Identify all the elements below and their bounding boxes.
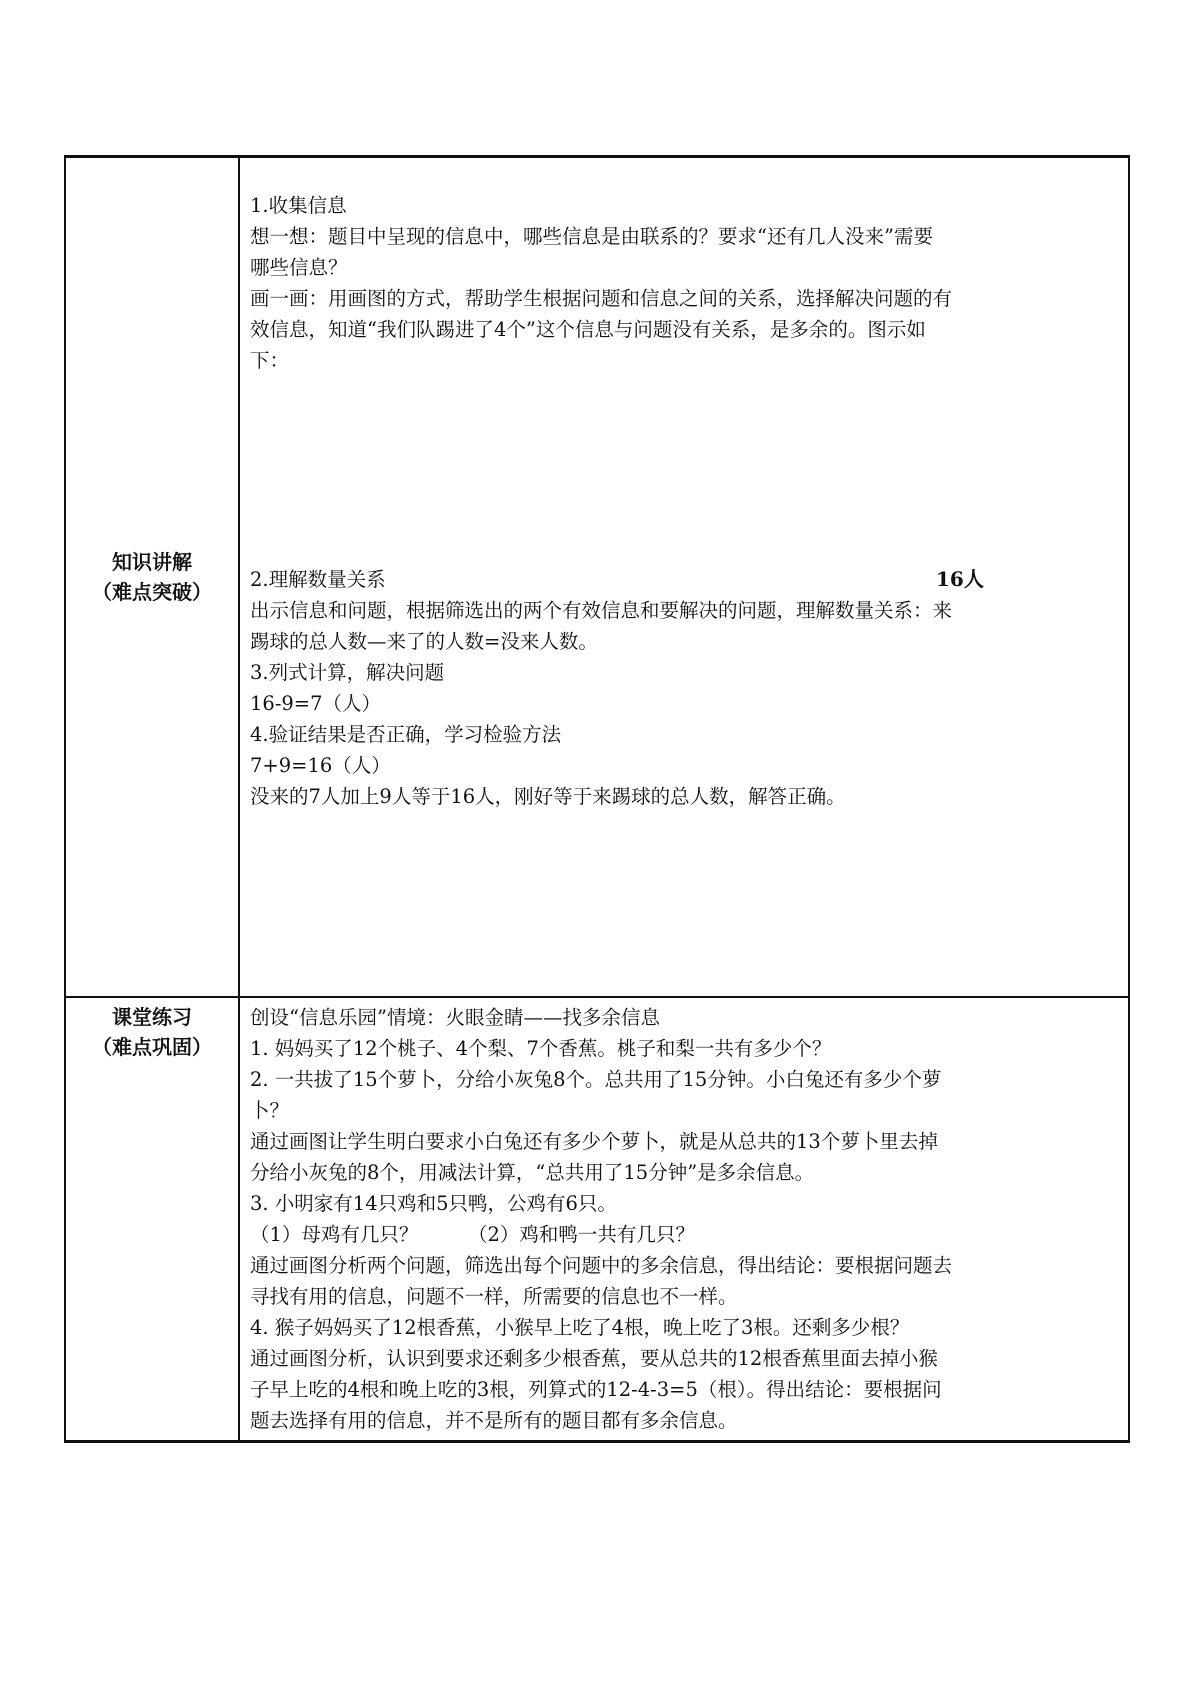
text-line: 寻找有用的信息，问题不一样，所需要的信息也不一样。 [250, 1285, 738, 1308]
text-line: 1.收集信息 [250, 194, 347, 217]
row-label-knowledge [65, 157, 239, 998]
row-content-knowledge [239, 157, 1129, 998]
text-line: 3. 小明家有14只鸡和5只鸭，公鸡有6只。 [250, 1192, 617, 1215]
text-line: 踢球的总人数—来了的人数=没来人数。 [250, 630, 598, 653]
text-line: 4.验证结果是否正确，学习检验方法 [250, 723, 562, 746]
text-line: 2. 一共拔了15个萝卜，分给小灰兔8个。总共用了15分钟。小白兔还有多少个萝 [250, 1068, 942, 1091]
diagram-total-label: 16人 [936, 567, 984, 591]
text-line: 通过画图让学生明白要求小白兔还有多少个萝卜，就是从总共的13个萝卜里去掉 [250, 1130, 938, 1153]
text-line: 创设“信息乐园”情境：火眼金睛——找多余信息 [250, 1006, 660, 1029]
table-row [65, 157, 1129, 998]
table-row [65, 997, 1129, 1442]
text-line: 1. 妈妈买了12个桃子、4个梨、7个香蕉。桃子和梨一共有多少个？ [250, 1037, 832, 1060]
text-line: 通过画图分析，认识到要求还剩多少根香蕉，要从总共的12根香蕉里面去掉小猴 [250, 1347, 938, 1370]
text-line: 下： [250, 349, 290, 372]
text-line: 子早上吃的4根和晚上吃的3根，列算式的12-4-3=5（根）。得出结论：要根据问 [250, 1378, 942, 1401]
text-line: 效信息，知道“我们队踢进了4个”这个信息与问题没有关系，是多余的。图示如 [250, 318, 926, 341]
text-line: 16-9=7（人） [250, 692, 382, 715]
text-line: 画一画：用画图的方式，帮助学生根据问题和信息之间的关系，选择解决问题的有 [250, 287, 953, 310]
text-line: 3.列式计算，解决问题 [250, 661, 445, 684]
row-label-subtitle: （难点巩固） [92, 1035, 212, 1059]
row-label-practice [65, 997, 239, 1442]
lesson-plan-table [64, 155, 1130, 1443]
text-line: 卜？ [250, 1099, 290, 1122]
text-line: 想一想：题目中呈现的信息中，哪些信息是由联系的？要求“还有几人没来”需要 [250, 225, 933, 248]
row-label-subtitle: （难点突破） [92, 580, 212, 604]
row-label-title: 课堂练习 [112, 1005, 192, 1029]
text-line: 4. 猴子妈妈买了12根香蕉，小猴早上吃了4根，晚上吃了3根。还剩多少根？ [250, 1316, 910, 1339]
text-line: 通过画图分析两个问题，筛选出每个问题中的多余信息，得出结论：要根据问题去 [250, 1254, 953, 1277]
text-line: （1）母鸡有几只？ （2）鸡和鸭一共有几只？ [250, 1223, 695, 1246]
text-line: 没来的7人加上9人等于16人，刚好等于来踢球的总人数，解答正确。 [250, 785, 846, 808]
text-line: 分给小灰兔的8个，用减法计算，“总共用了15分钟”是多余信息。 [250, 1161, 815, 1184]
text-line: 7+9=16（人） [250, 754, 391, 777]
row-content-practice [239, 997, 1129, 1442]
text-line: 题去选择有用的信息，并不是所有的题目都有多余信息。 [250, 1409, 738, 1432]
row-label-title: 知识讲解 [112, 550, 192, 574]
text-line: 2.理解数量关系 [250, 568, 386, 591]
text-line: 哪些信息？ [250, 256, 348, 279]
text-line: 出示信息和问题，根据筛选出的两个有效信息和要解决的问题，理解数量关系：来 [250, 599, 953, 622]
